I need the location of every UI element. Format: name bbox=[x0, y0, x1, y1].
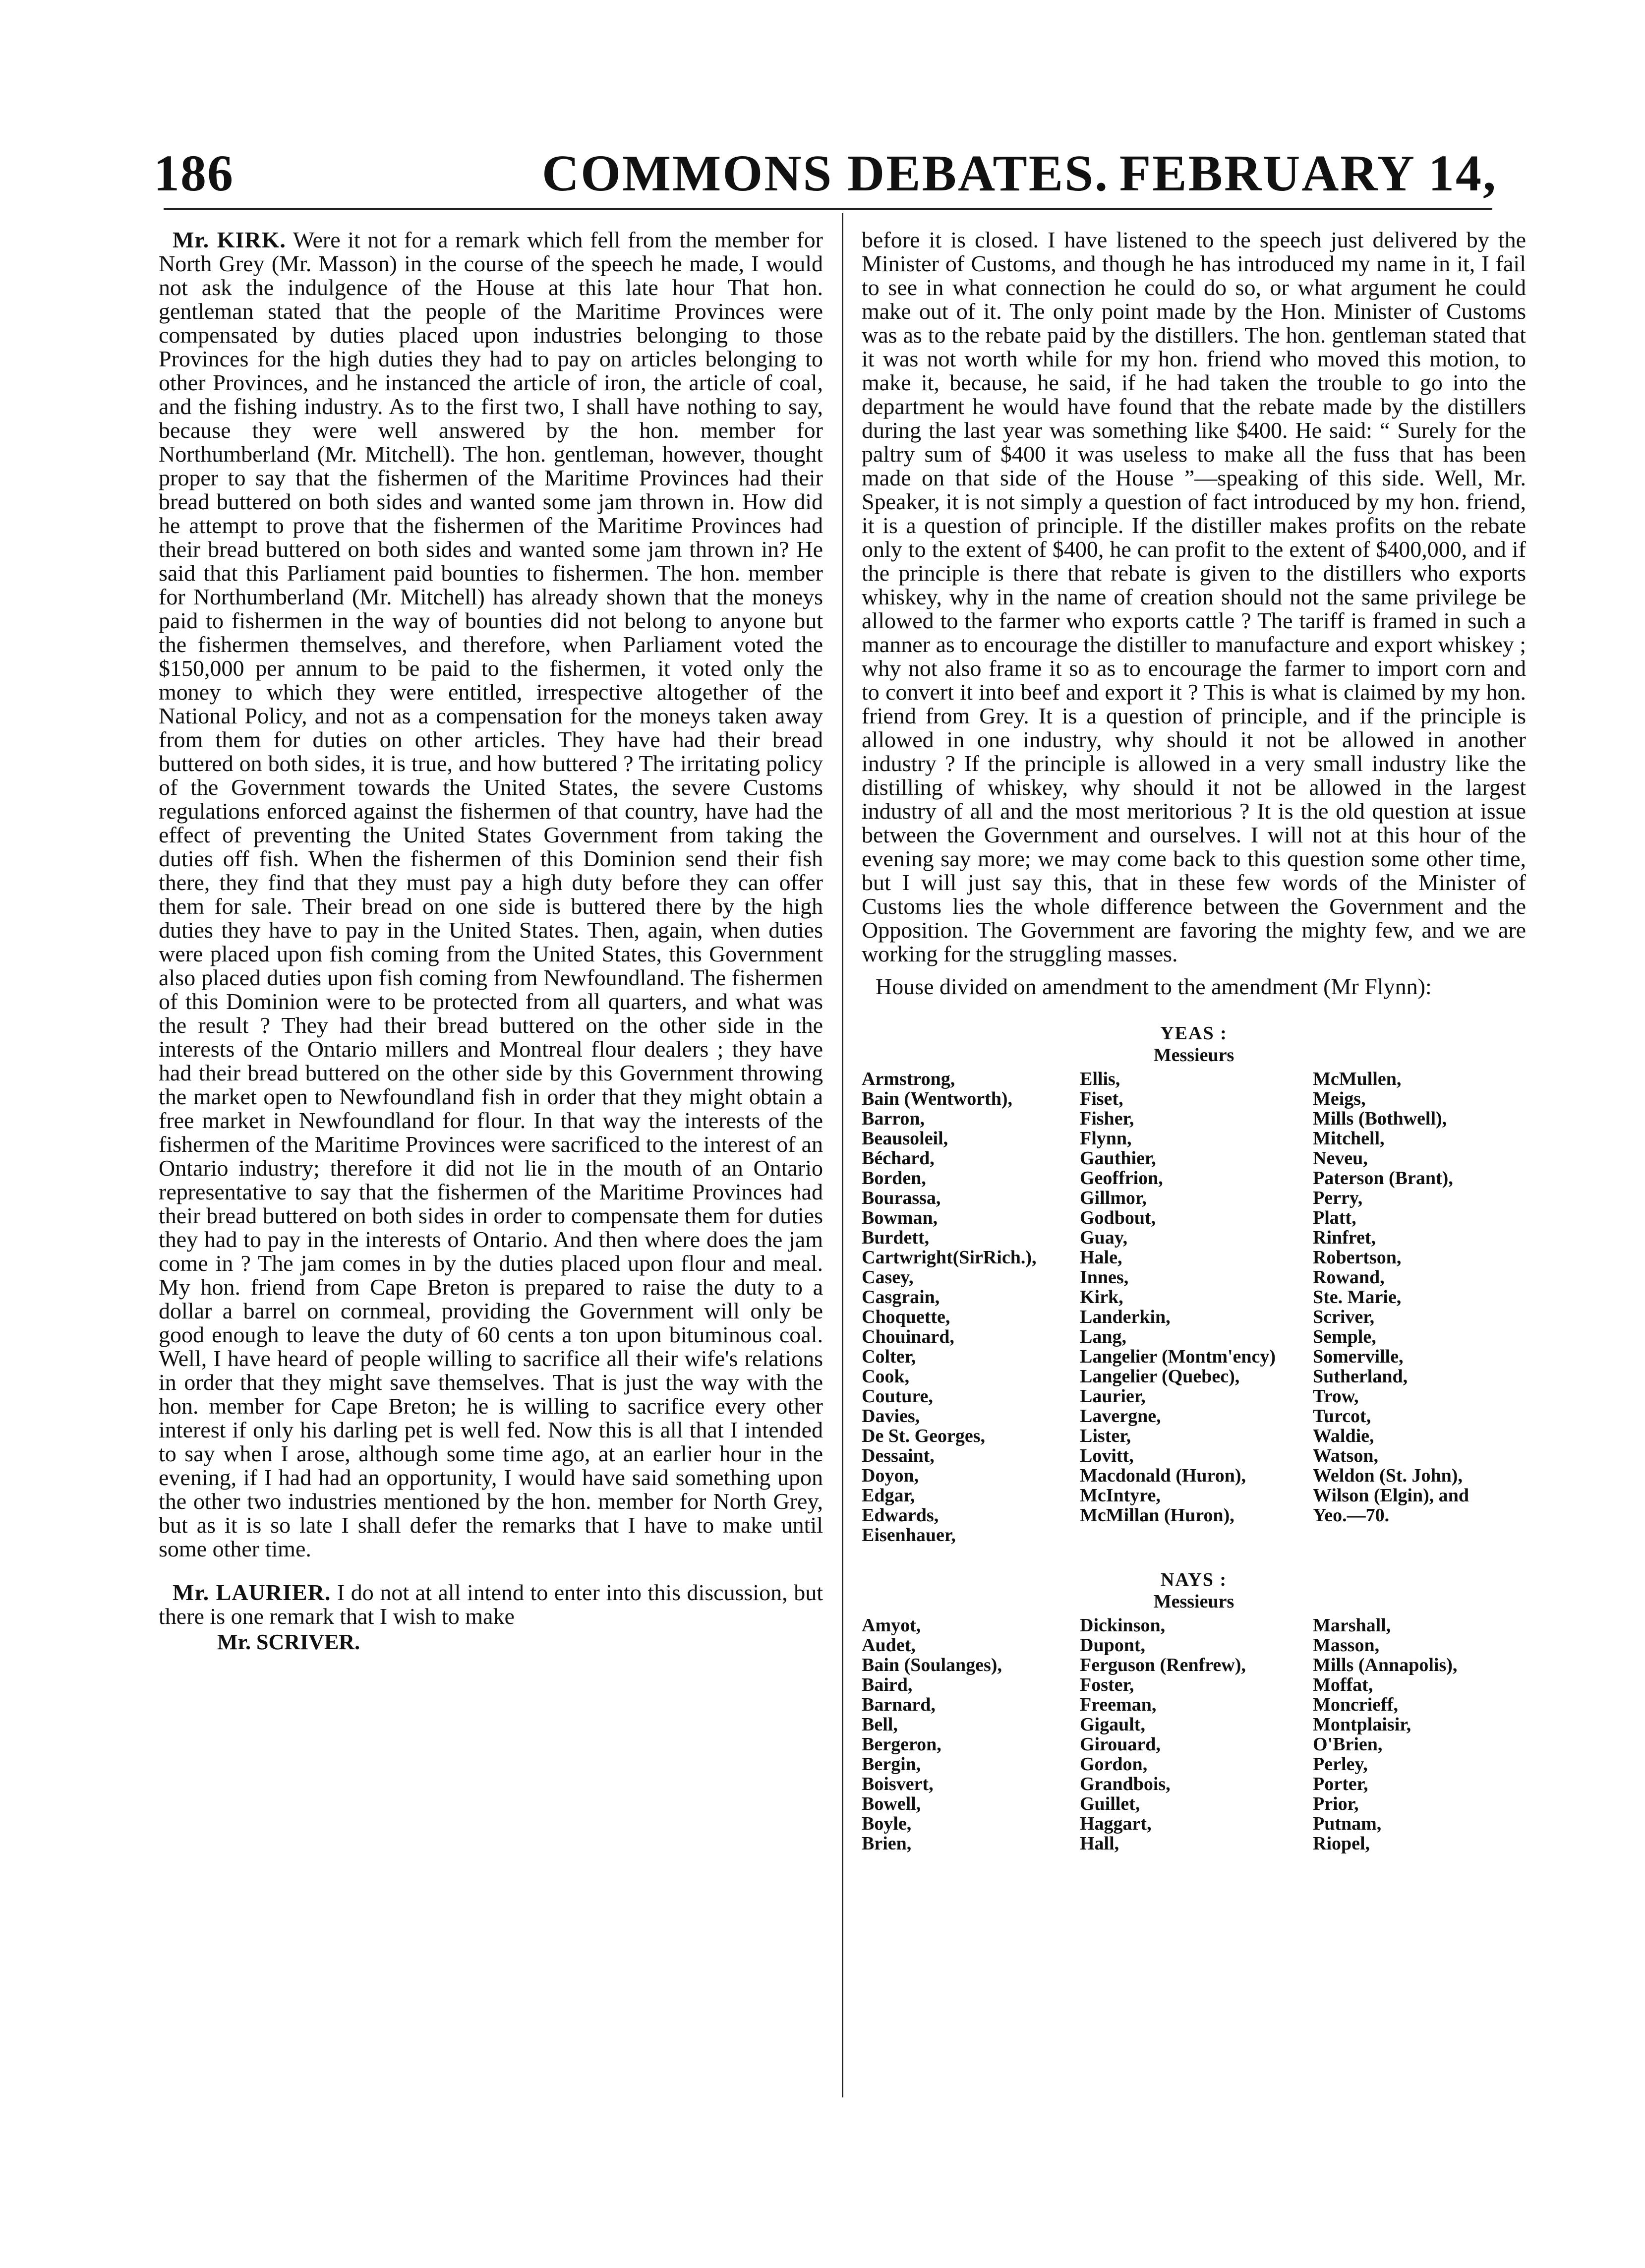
member-name: Cook, bbox=[862, 1366, 910, 1387]
publication-title: COMMONS DEBATES. bbox=[542, 145, 1109, 202]
member-name: O'Brien, bbox=[1313, 1734, 1383, 1755]
member-name: Fisher, bbox=[1080, 1108, 1134, 1129]
member-name: McMullen, bbox=[1313, 1069, 1402, 1089]
member-name: Doyon, bbox=[862, 1465, 919, 1486]
page-header bbox=[154, 139, 1497, 213]
member-name: Moncrieff, bbox=[1313, 1694, 1398, 1715]
member-name: Amyot, bbox=[862, 1615, 921, 1636]
kirk-speech bbox=[159, 228, 823, 1561]
member-name: McMillan (Huron), bbox=[1080, 1505, 1234, 1526]
member-name: Mills (Bothwell), bbox=[1313, 1108, 1447, 1129]
member-name: Godbout, bbox=[1080, 1207, 1156, 1228]
member-name: Lavergne, bbox=[1080, 1406, 1161, 1427]
member-name: Dickinson, bbox=[1080, 1615, 1166, 1636]
member-name: Landerkin, bbox=[1080, 1307, 1171, 1327]
member-name: Wilson (Elgin), and bbox=[1313, 1485, 1469, 1506]
member-name: Mitchell, bbox=[1313, 1128, 1385, 1149]
yeas-col-1 bbox=[862, 1069, 1080, 1545]
member-name: Casey, bbox=[862, 1267, 914, 1288]
yeas-col-3 bbox=[1313, 1069, 1526, 1545]
member-name: Semple, bbox=[1313, 1326, 1376, 1347]
member-name: Moffat, bbox=[1313, 1674, 1373, 1695]
member-name: Yeo.—70. bbox=[1313, 1505, 1390, 1526]
nays-col-1 bbox=[862, 1615, 1080, 1853]
member-name: Bain (Soulanges), bbox=[862, 1655, 1002, 1675]
column-divider bbox=[842, 213, 843, 2097]
nays-heading: NAYS : bbox=[1160, 1569, 1228, 1590]
member-name: Barnard, bbox=[862, 1694, 936, 1715]
member-name: Flynn, bbox=[1080, 1128, 1132, 1149]
member-name: Haggart, bbox=[1080, 1813, 1152, 1834]
nays-col-2 bbox=[1080, 1615, 1313, 1853]
member-name: Mills (Annapolis), bbox=[1313, 1655, 1458, 1675]
member-name: Hale, bbox=[1080, 1247, 1122, 1268]
member-name: Bergeron, bbox=[862, 1734, 941, 1755]
member-name: Cartwright(SirRich.), bbox=[862, 1247, 1037, 1268]
member-name: Ste. Marie, bbox=[1313, 1287, 1402, 1308]
continuation-text: before it is closed. I have listened to the speech just delivered by the Minister of Customs, and though he has introduced my name in it, I fail to see in what connection he could do so, or what argument he could make out of it. The only point made by the Hon. Minister of Customs was as to the rebate paid by the distillers. The hon. gentleman stated that it was not worth while for my hon. friend who moved this motion, to make it, because, he said, if he had taken the trouble to go into the department he would have found that the rebate made by the distillers during the last year was something like $400. He said: “ Surely for the paltry sum of $400 it was useless to make all the fuss that has been made on that side of the House ”—speaking of this side. Well, Mr. Speaker, it is not simply a question of fact introduced by my hon. friend, it is a question of principle. If the distiller makes profits on the rebate only to the extent of $400, he can profit to the extent of $400,000, and if the principle is there that rebate is given to the distillers who exports whiskey, why in the name of creation should not the same privilege be allowed to the farmer who exports cattle ? The tariff is framed in such a manner as to encourage the distiller to manufacture and export whiskey ; why not also frame it so as to encourage the farmer to import corn and to convert it into beef and export it ? This is what is claimed by my hon. friend from Grey. It is a question of principle, and if the principle is allowed in one industry, why should it not be allowed in another industry ? If the principle is allowed in a very small industry like the distilling of whiskey, why should it not be allowed in the largest industry of all and the most meritorious ? It is the old question at issue between the Government and ourselves. I will not at this hour of the evening say more; we may come back to this question some other time, but I will just say this, that in these few words of the Minister of Customs lies the whole difference between the Government and the Opposition. The Government are favoring the mighty few, and we are working for the struggling masses. bbox=[862, 227, 1526, 966]
nays-messieurs: Messieurs bbox=[1153, 1591, 1234, 1612]
member-name: Gigault, bbox=[1080, 1714, 1145, 1735]
member-name: Montplaisir, bbox=[1313, 1714, 1411, 1735]
nays-col-3 bbox=[1313, 1615, 1526, 1853]
member-name: Gauthier, bbox=[1080, 1148, 1156, 1169]
member-name: Bowman, bbox=[862, 1207, 938, 1228]
member-name: Robertson, bbox=[1313, 1247, 1402, 1268]
member-name: Rowand, bbox=[1313, 1267, 1385, 1288]
member-name: Freeman, bbox=[1080, 1694, 1157, 1715]
member-name: Waldie, bbox=[1313, 1426, 1374, 1446]
laurier-speech bbox=[159, 1581, 823, 1654]
member-name: Baird, bbox=[862, 1674, 913, 1695]
member-name: Boisvert, bbox=[862, 1774, 934, 1794]
member-name: Lovitt, bbox=[1080, 1445, 1134, 1466]
member-name: Girouard, bbox=[1080, 1734, 1161, 1755]
member-name: Hall, bbox=[1080, 1833, 1119, 1854]
member-name: Meigs, bbox=[1313, 1088, 1366, 1109]
member-name: Dupont, bbox=[1080, 1635, 1145, 1656]
member-name: Somerville, bbox=[1313, 1346, 1404, 1367]
member-name: Masson, bbox=[1313, 1635, 1380, 1656]
member-name: Lister, bbox=[1080, 1426, 1131, 1446]
member-name: Edgar, bbox=[862, 1485, 915, 1506]
yeas-list bbox=[862, 1069, 1526, 1545]
member-name: Sutherland, bbox=[1313, 1366, 1408, 1387]
member-name: Porter, bbox=[1313, 1774, 1368, 1794]
member-name: Bowell, bbox=[862, 1793, 921, 1814]
member-name: Lang, bbox=[1080, 1326, 1126, 1347]
member-name: Borden, bbox=[862, 1168, 926, 1189]
member-name: De St. Georges, bbox=[862, 1426, 986, 1446]
member-name: Guillet, bbox=[1080, 1793, 1140, 1814]
member-name: Armstrong, bbox=[862, 1069, 955, 1089]
member-name: Dessaint, bbox=[862, 1445, 935, 1466]
member-name: Kirk, bbox=[1080, 1287, 1123, 1308]
member-name: Langelier (Montm'ency) bbox=[1080, 1346, 1276, 1367]
member-name: Macdonald (Huron), bbox=[1080, 1465, 1246, 1486]
member-name: Bell, bbox=[862, 1714, 898, 1735]
signature-scriver: Mr. SCRIVER. bbox=[217, 1630, 360, 1654]
kirk-speech-text: Were it not for a remark which fell from the member for North Grey (Mr. Masson) in the course of the speech he made, I would not ask the indulgence of the House at this late hour That hon. gentleman stated that the people of the Maritime Provinces were compensated by duties placed upon industries belonging to those Provinces for the high duties they had to pay on articles belonging to other Provinces, and he instanced the article of iron, the article of coal, and the fishing industry. As to the first two, I shall have nothing to say, because they were well answered by the hon. member for Northumberland (Mr. Mitchell). The hon. gentleman, however, thought proper to say that the fishermen of the Maritime Provinces had their bread buttered on both sides and wanted some jam thrown in. How did he attempt to prove that the fishermen of the Maritime Provinces had their bread buttered on both sides and wanted some jam thrown in? He said that this Parliament paid bounties to fishermen. The hon. member for Northumberland (Mr. Mitchell) has already shown that the moneys paid to fishermen in the way of bounties did not belong to anyone but the fishermen themselves, and therefore, when Parliament voted the $150,000 per annum to be paid to the fishermen, it voted only the money to which they were entitled, irrespective altogether of the National Policy, and not as a compensation for the moneys taken away from them for duties on other articles. They have had their bread buttered on both sides, it is true, and how buttered ? The irritating policy of the Government towards the United States, the severe Customs regulations enforced against the fishermen of that country, have had the effect of preventing the United States Government from taking the duties off fish. When the fishermen of this Dominion send their fish there, they find that they must pay a high duty before they can offer them for sale. Their bread on one side is buttered there by the high duties they have to pay in the United States. Then, again, when duties were placed upon fish coming from the United States, this Government also placed duties upon fish coming from Newfoundland. The fishermen of this Dominion were to be protected from all quarters, and what was the result ? They had their bread buttered on the other side in the interests of the Ontario millers and Montreal flour dealers ; they have had their bread buttered on the other side by this Government throwing the market open to Newfoundland fish in order that they might obtain a free market in Newfoundland for flour. In that way the interests of the fishermen of the Maritime Provinces were sacrificed to the interest of an Ontario industry; therefore it did not lie in the mouth of an Ontario representative to say that the fishermen of the Maritime Provinces had their bread buttered on both sides in order to compensate them for duties they had to pay in the interests of Ontario. And then where does the jam come in ? The jam comes in by the duties placed upon flour and meal. My hon. friend from Cape Breton is prepared to raise the duty to a dollar a barrel on cornmeal, providing the Government will only be good enough to leave the duty of 60 cents a ton upon bituminous coal. Well, I have heard of people willing to sacrifice all their wife's relations in order that they might save themselves. That is just the way with the hon. member for Cape Breton; he is willing to sacrifice every other interest if only his darling pet is well fed. Now this is all that I intended to say when I arose, although some time ago, at an earlier hour in the evening, if I had had an opportunity, I would have said something upon the other two industries mentioned by the hon. member for North Grey, but as it is so late I shall defer the remarks that I have to make until some other time. bbox=[159, 227, 823, 1561]
member-name: Weldon (St. John), bbox=[1313, 1465, 1463, 1486]
member-name: Colter, bbox=[862, 1346, 916, 1367]
member-name: McIntyre, bbox=[1080, 1485, 1161, 1506]
member-name: Guay, bbox=[1080, 1227, 1128, 1248]
member-name: Barron, bbox=[862, 1108, 925, 1129]
member-name: Gillmor, bbox=[1080, 1188, 1147, 1208]
member-name: Bourassa, bbox=[862, 1188, 941, 1208]
member-name: Beausoleil, bbox=[862, 1128, 948, 1149]
right-column bbox=[862, 228, 1526, 1853]
yeas-col-2 bbox=[1080, 1069, 1313, 1545]
member-name: Edwards, bbox=[862, 1505, 939, 1526]
member-name: Putnam, bbox=[1313, 1813, 1382, 1834]
header-rule bbox=[164, 208, 1492, 210]
member-name: Platt, bbox=[1313, 1207, 1356, 1228]
member-name: Laurier, bbox=[1080, 1386, 1146, 1407]
member-name: Scriver, bbox=[1313, 1307, 1375, 1327]
member-name: Eisenhauer, bbox=[862, 1525, 956, 1546]
member-name: Ferguson (Renfrew), bbox=[1080, 1655, 1246, 1675]
page-number: 186 bbox=[154, 145, 234, 202]
member-name: Grandbois, bbox=[1080, 1774, 1171, 1794]
member-name: Burdett, bbox=[862, 1227, 930, 1248]
member-name: Béchard, bbox=[862, 1148, 935, 1169]
speaker-kirk: Mr. KIRK. bbox=[173, 227, 286, 252]
member-name: Prior, bbox=[1313, 1793, 1359, 1814]
member-name: Perry, bbox=[1313, 1188, 1363, 1208]
yeas-messieurs: Messieurs bbox=[1153, 1045, 1234, 1066]
member-name: Innes, bbox=[1080, 1267, 1129, 1288]
member-name: Boyle, bbox=[862, 1813, 912, 1834]
nays-list bbox=[862, 1615, 1526, 1853]
member-name: Chouinard, bbox=[862, 1326, 954, 1347]
member-name: Choquette, bbox=[862, 1307, 950, 1327]
member-name: Geoffrion, bbox=[1080, 1168, 1163, 1189]
member-name: Rinfret, bbox=[1313, 1227, 1376, 1248]
member-name: Langelier (Quebec), bbox=[1080, 1366, 1240, 1387]
member-name: Riopel, bbox=[1313, 1833, 1370, 1854]
member-name: Perley, bbox=[1313, 1754, 1368, 1775]
member-name: Turcot, bbox=[1313, 1406, 1371, 1427]
left-column bbox=[159, 228, 823, 2127]
member-name: Davies, bbox=[862, 1406, 920, 1427]
member-name: Casgrain, bbox=[862, 1287, 940, 1308]
member-name: Fiset, bbox=[1080, 1088, 1123, 1109]
member-name: Foster, bbox=[1080, 1674, 1134, 1695]
member-name: Trow, bbox=[1313, 1386, 1359, 1407]
member-name: Watson, bbox=[1313, 1445, 1378, 1466]
speaker-laurier: Mr. LAURIER. bbox=[173, 1580, 331, 1605]
member-name: Audet, bbox=[862, 1635, 916, 1656]
member-name: Ellis, bbox=[1080, 1069, 1120, 1089]
member-name: Brien, bbox=[862, 1833, 912, 1854]
member-name: Paterson (Brant), bbox=[1313, 1168, 1453, 1189]
yeas-heading: YEAS : bbox=[1160, 1023, 1228, 1044]
page-date: FEBRUARY 14, bbox=[1119, 145, 1497, 202]
laurier-speech-text: I do not at all intend to enter into this discussion, but there is one remark that I wish to make bbox=[159, 1580, 823, 1629]
member-name: Neveu, bbox=[1313, 1148, 1368, 1169]
member-name: Couture, bbox=[862, 1386, 933, 1407]
member-name: Bergin, bbox=[862, 1754, 921, 1775]
member-name: Gordon, bbox=[1080, 1754, 1148, 1775]
member-name: Bain (Wentworth), bbox=[862, 1088, 1012, 1109]
member-name: Marshall, bbox=[1313, 1615, 1391, 1636]
division-statement: House divided on amendment to the amendment (Mr Flynn): bbox=[876, 974, 1432, 999]
